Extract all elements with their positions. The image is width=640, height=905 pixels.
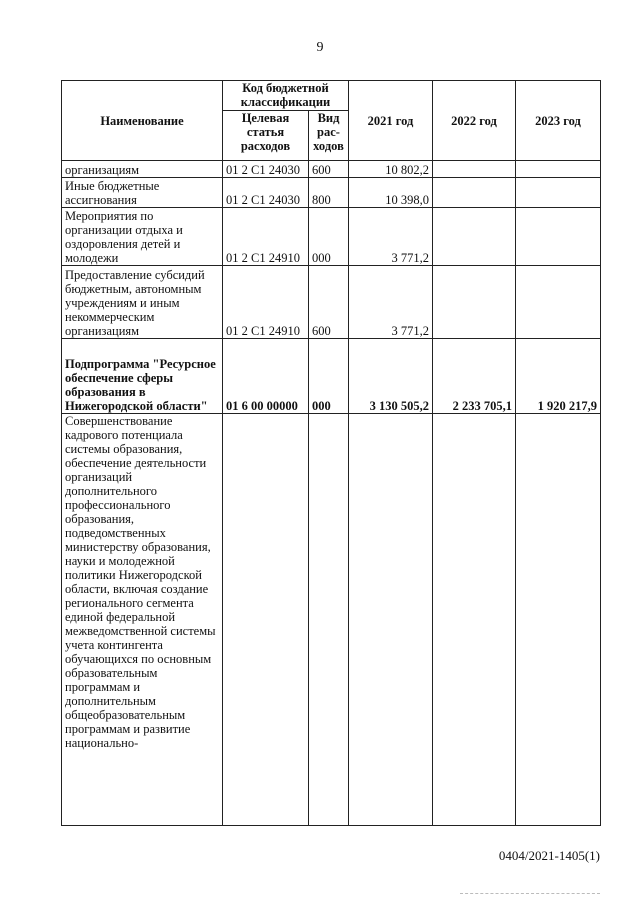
budget-table bbox=[61, 80, 601, 826]
cell-2023: 1 920 217,9 bbox=[516, 339, 601, 414]
table-row bbox=[62, 208, 601, 266]
table-row bbox=[62, 339, 601, 414]
cell-target: 01 2 С1 24030 bbox=[223, 178, 309, 208]
cell-target: 01 6 00 00000 bbox=[223, 339, 309, 414]
cell-name: Иные бюджетные ассигнования bbox=[62, 178, 223, 208]
cell-2022: 2 233 705,1 bbox=[433, 339, 516, 414]
cell-name: организациям bbox=[62, 161, 223, 178]
cell-type: 600 bbox=[309, 161, 349, 178]
cell-type: 600 bbox=[309, 266, 349, 339]
cell-2022 bbox=[433, 161, 516, 178]
cell-2021: 3 130 505,2 bbox=[349, 339, 433, 414]
cell-2022 bbox=[433, 266, 516, 339]
cell-2021: 10 398,0 bbox=[349, 178, 433, 208]
cell-name: Предоставление субсидий бюджетным, автономным учреждениям и иным некоммерческим организациям bbox=[62, 266, 223, 339]
cell-type: 000 bbox=[309, 339, 349, 414]
cell-target: 01 2 С1 24910 bbox=[223, 208, 309, 266]
cell-2022 bbox=[433, 414, 516, 826]
cell-type: 000 bbox=[309, 208, 349, 266]
footer-divider bbox=[460, 893, 600, 894]
table-row bbox=[62, 414, 601, 826]
header-code-group: Код бюджетной классификации bbox=[223, 81, 349, 111]
header-type: Вид рас-ходов bbox=[309, 111, 349, 161]
cell-2023 bbox=[516, 266, 601, 339]
cell-2023 bbox=[516, 178, 601, 208]
cell-name: Подпрограмма "Ресурсное обеспечение сферы образования в Нижегородской области" bbox=[62, 339, 223, 414]
cell-type: 800 bbox=[309, 178, 349, 208]
header-2023: 2023 год bbox=[516, 81, 601, 161]
cell-2021: 3 771,2 bbox=[349, 208, 433, 266]
cell-target bbox=[223, 414, 309, 826]
cell-type bbox=[309, 414, 349, 826]
cell-2023 bbox=[516, 208, 601, 266]
cell-target: 01 2 С1 24030 bbox=[223, 161, 309, 178]
cell-2023 bbox=[516, 414, 601, 826]
cell-name: Совершенствование кадрового потенциала системы образования, обеспечение деятельности организаций дополнительного профессионального образования, подведомственных министерству образования, науки и молодежной политики Нижегородской области, включая создание регионального сегмента единой федеральной межведомственной системы учета контингента обучающихся по основным образовательным программам и дополнительным общеобразовательным программам и развитие национально- bbox=[62, 414, 223, 826]
page-number: 9 bbox=[316, 40, 324, 55]
table-row bbox=[62, 266, 601, 339]
cell-2022 bbox=[433, 178, 516, 208]
header-2021: 2021 год bbox=[349, 81, 433, 161]
header-name: Наименование bbox=[62, 81, 223, 161]
table-row bbox=[62, 161, 601, 178]
document-id: 0404/2021-1405(1) bbox=[498, 848, 600, 863]
header-target: Целевая статья расходов bbox=[223, 111, 309, 161]
cell-name: Мероприятия по организации отдыха и оздоровления детей и молодежи bbox=[62, 208, 223, 266]
cell-2021 bbox=[349, 414, 433, 826]
cell-2022 bbox=[433, 208, 516, 266]
cell-2021: 3 771,2 bbox=[349, 266, 433, 339]
cell-target: 01 2 С1 24910 bbox=[223, 266, 309, 339]
cell-2021: 10 802,2 bbox=[349, 161, 433, 178]
header-2022: 2022 год bbox=[433, 81, 516, 161]
cell-2023 bbox=[516, 161, 601, 178]
table-row bbox=[62, 178, 601, 208]
